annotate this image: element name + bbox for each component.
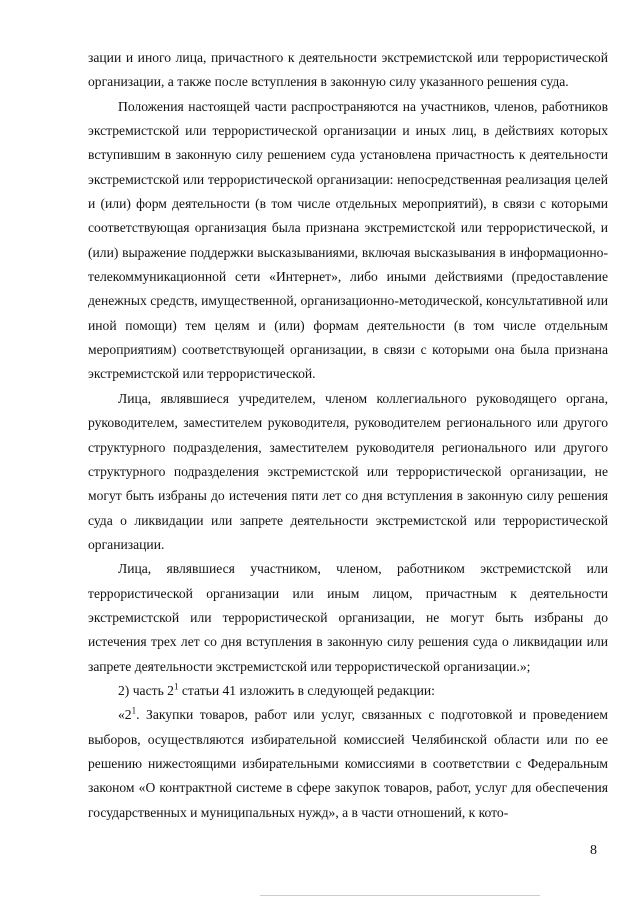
paragraph-continuation: зации и иного лица, причастного к деятельности экстремистской или террористической организации, а также после вступления в законную силу указанного решения суда. — [88, 50, 608, 90]
paragraph-provisions: Положения настоящей части распространяются на участников, членов, работников экстремистской или террористической организации и иных лиц, в действиях которых вступившим в законную силу решением суда установлена причастность к деятельности экстремистской или террористической организации: непосредственная реализация целей и (или) форм деятельности (в том числе отдельных мероприятий), в связи с которыми соответствующая организация была признана экстремистской или террористической, и (или) выражение поддержки высказываниями, включая высказывания в информационно-телекоммуникационной сети «Интернет», либо иными действиями (предоставление денежных средств, имущественной, организационно-методической, консультативной или иной помощи) тем целям и (или) формам деятельности (в том числе отдельным мероприятиям) соответствующей организации, в связи с которыми она была признана экстремистской или террористической. — [88, 98, 608, 382]
item-2-suffix: статьи 41 изложить в следующей редакции: — [178, 682, 435, 698]
procurement-prefix: «2 — [118, 707, 132, 723]
paragraph-procurement — [88, 703, 608, 825]
paragraph-item-2 — [88, 679, 608, 703]
page-number: 8 — [590, 843, 597, 858]
document-body — [88, 46, 608, 825]
paragraph-participants: Лица, являвшиеся участником, членом, работником экстремистской или террористической организации или иным лицом, причастным к деятельности экстремистской или террористической организации, не могут быть избраны до истечения трех лет со дня вступления в законную силу решения суда о ликвидации или запрете деятельности экстремистской или террористической организации.»; — [88, 561, 608, 674]
procurement-text: . Закупки товаров, работ или услуг, связанных с подготовкой и проведением выборов, осуществляются избирательной комиссией Челябинской области или по ее решению нижестоящими избирательными комиссиями в соответствии с Федеральным законом «О контрактной системе в сфере закупок товаров, работ, услуг для обеспечения государственных и муниципальных нужд», а в части отношений, к кото- — [88, 707, 608, 820]
paragraph-founders: Лица, являвшиеся учредителем, членом коллегиального руководящего органа, руководителем, заместителем руководителя, руководителем регионального или другого структурного подразделения, заместителем руководителя регионального или другого структурного подразделения экстремистской или террористической организации, не могут быть избраны до истечения пяти лет со дня вступления в законную силу решения суда о ликвидации или запрете деятельности экстремистской или террористической организации. — [88, 390, 608, 552]
item-2-superscript: 1 — [173, 681, 179, 692]
procurement-superscript: 1 — [131, 705, 137, 716]
item-2-prefix: 2) часть 2 — [118, 682, 174, 698]
footer-scan-line — [260, 895, 540, 896]
